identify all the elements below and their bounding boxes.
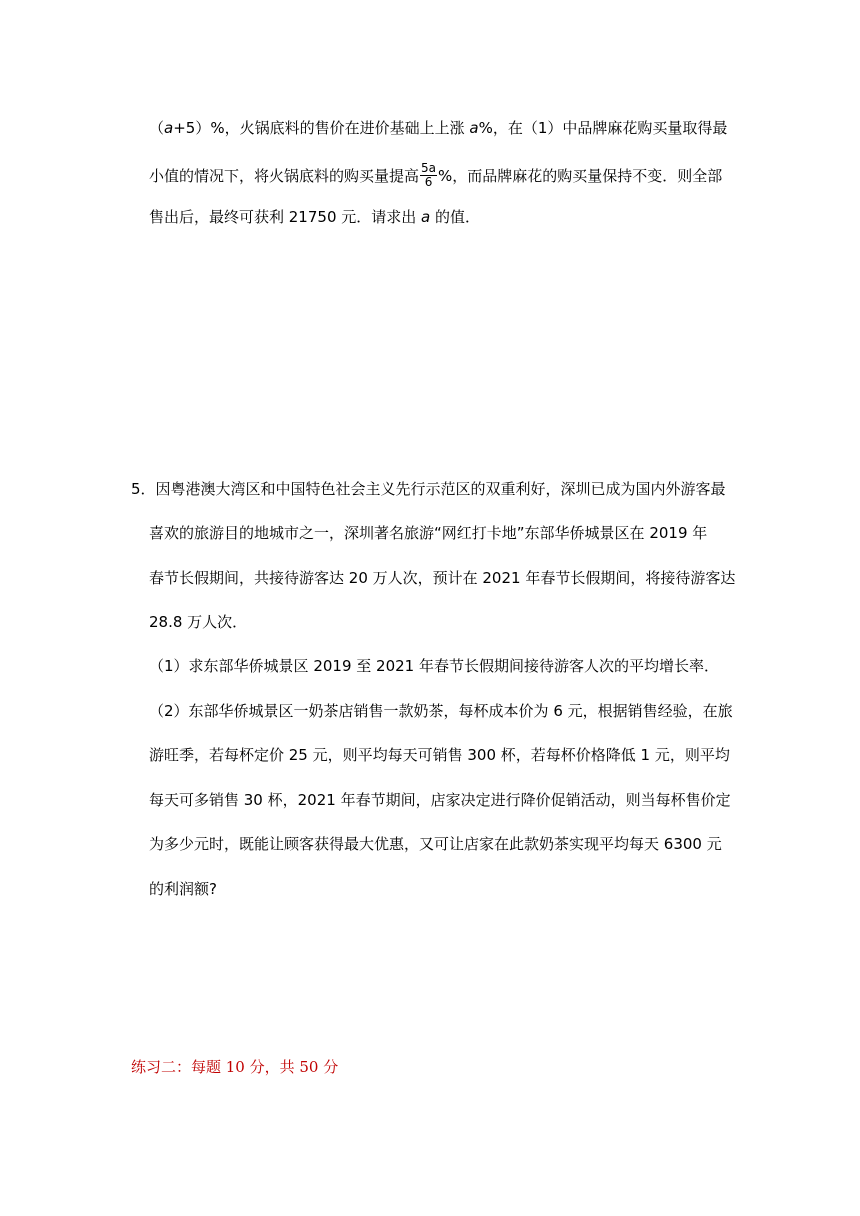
fraction xyxy=(420,162,437,189)
text-line xyxy=(149,163,722,190)
question-5-part-1: （1）求东部华侨城景区 2019 至 2021 年春节长假期间接待游客人次的平均增长率． xyxy=(149,657,719,675)
variable-a: a xyxy=(164,119,174,137)
question-5-line-4: 28.8 万人次． xyxy=(149,613,248,631)
text-span: 的值． xyxy=(430,208,481,226)
text-line xyxy=(149,207,480,227)
text-span: 小值的情况下，将火锅底料的购买量提高 xyxy=(149,167,420,185)
text-span: 售出后，最终可获利 21750 元．请求出 xyxy=(149,208,422,226)
fraction-denominator: 6 xyxy=(424,175,433,189)
variable-a: a xyxy=(469,119,479,137)
text-span: %，而品牌麻花的购买量保持不变．则全部 xyxy=(438,167,723,185)
question-5-line-3: 春节长假期间，共接待游客达 20 万人次，预计在 2021 年春节长假期间，将接待游客达 xyxy=(149,569,736,587)
section-title: 练习二：每题 10 分，共 50 分 xyxy=(131,1058,339,1076)
text-span: +5）%，火锅底料的售价在进价基础上上涨 xyxy=(173,119,470,137)
fraction-numerator: 5a xyxy=(421,161,437,175)
text-span: （ xyxy=(149,119,165,137)
question-5-part-2-line-2: 游旺季，若每杯定价 25 元，则平均每天可销售 300 杯，若每杯价格降低 1 元，则平均 xyxy=(149,746,730,764)
question-5-part-2-line-3: 每天可多销售 30 杯，2021 年春节期间，店家决定进行降价促销活动，则当每杯售价定 xyxy=(149,791,731,809)
question-5-line-2: 喜欢的旅游目的地城市之一，深圳著名旅游“网红打卡地”东部华侨城景区在 2019 年 xyxy=(149,524,708,542)
text-span: %，在（1）中品牌麻花购买量取得最 xyxy=(478,119,728,137)
text-line xyxy=(149,118,727,138)
variable-a: a xyxy=(421,208,431,226)
question-5-part-2-line-5: 的利润额? xyxy=(149,880,217,898)
question-5-part-2-line-1: （2）东部华侨城景区一奶茶店销售一款奶茶，每杯成本价为 6 元，根据销售经验，在旅 xyxy=(149,702,733,720)
question-5-part-2-line-4: 为多少元时，既能让顾客获得最大优惠，又可让店家在此款奶茶实现平均每天 6300 元 xyxy=(149,835,722,853)
question-5-line-1: 5．因粤港澳大湾区和中国特色社会主义先行示范区的双重利好，深圳已成为国内外游客最 xyxy=(131,480,726,498)
